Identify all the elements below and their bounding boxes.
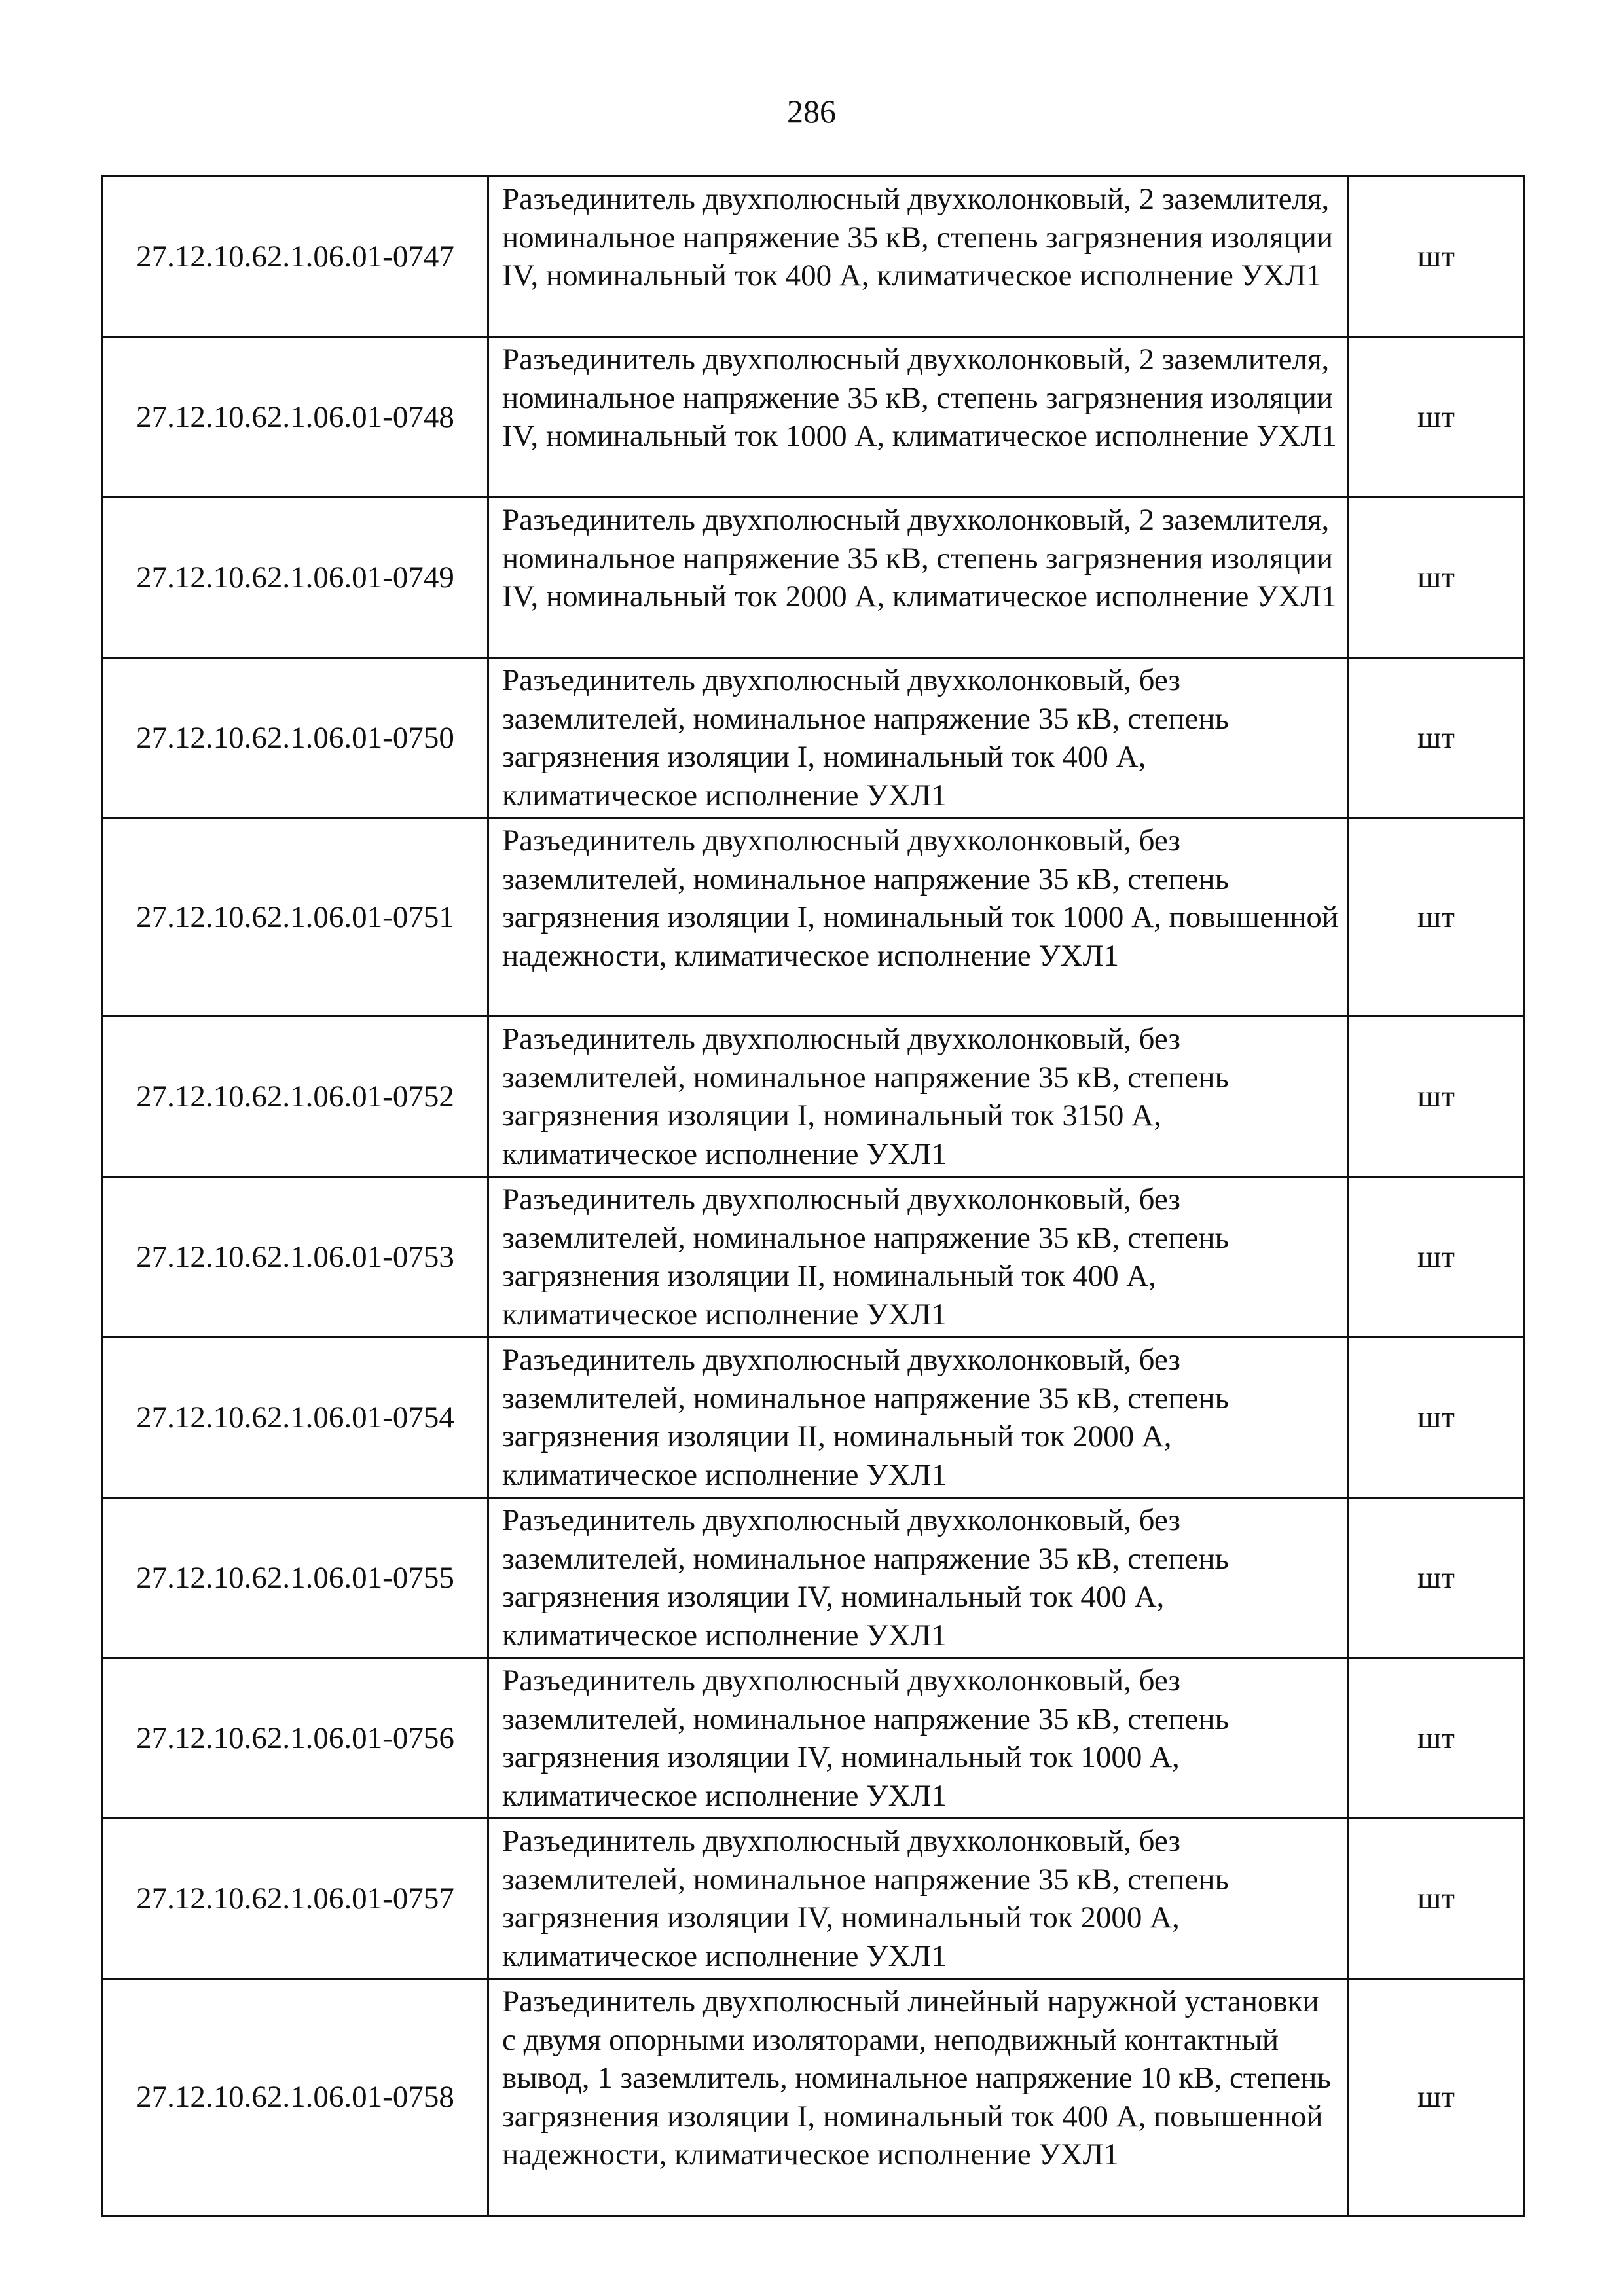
unit-of-measure: шт <box>1348 658 1525 818</box>
resource-code: 27.12.10.62.1.06.01-0748 <box>103 337 488 498</box>
unit-of-measure: шт <box>1348 1979 1525 2216</box>
resource-description: Разъединитель двухполюсный двухколонковый, 2 заземлителя, номинальное напряжение 35 кВ, степень загрязнения изоляции IV, номинальный ток 1000 А, климатическое исполнение УХЛ1 <box>488 337 1348 498</box>
table-row <box>103 337 1525 498</box>
table-row <box>103 1498 1525 1658</box>
resource-code: 27.12.10.62.1.06.01-0751 <box>103 818 488 1017</box>
table-row <box>103 1017 1525 1177</box>
table-row <box>103 177 1525 337</box>
resource-code: 27.12.10.62.1.06.01-0752 <box>103 1017 488 1177</box>
unit-of-measure: шт <box>1348 498 1525 658</box>
resource-code: 27.12.10.62.1.06.01-0747 <box>103 177 488 337</box>
table-row <box>103 1819 1525 1979</box>
table-row <box>103 1979 1525 2216</box>
resource-code: 27.12.10.62.1.06.01-0749 <box>103 498 488 658</box>
table-row <box>103 1177 1525 1338</box>
resource-description: Разъединитель двухполюсный двухколонковый, без заземлителей, номинальное напряжение 35 кВ, степень загрязнения изоляции II, номинальный ток 400 А, климатическое исполнение УХЛ1 <box>488 1177 1348 1338</box>
resource-code: 27.12.10.62.1.06.01-0750 <box>103 658 488 818</box>
unit-of-measure: шт <box>1348 1658 1525 1819</box>
catalog-table <box>101 175 1525 2217</box>
resource-description: Разъединитель двухполюсный двухколонковый, без заземлителей, номинальное напряжение 35 кВ, степень загрязнения изоляции IV, номинальный ток 1000 А, климатическое исполнение УХЛ1 <box>488 1658 1348 1819</box>
unit-of-measure: шт <box>1348 1498 1525 1658</box>
resource-code: 27.12.10.62.1.06.01-0757 <box>103 1819 488 1979</box>
unit-of-measure: шт <box>1348 337 1525 498</box>
table-row <box>103 658 1525 818</box>
resource-code: 27.12.10.62.1.06.01-0754 <box>103 1338 488 1498</box>
unit-of-measure: шт <box>1348 1017 1525 1177</box>
table-row <box>103 818 1525 1017</box>
resource-description: Разъединитель двухполюсный двухколонковый, без заземлителей, номинальное напряжение 35 кВ, степень загрязнения изоляции IV, номинальный ток 2000 А, климатическое исполнение УХЛ1 <box>488 1819 1348 1979</box>
resource-description: Разъединитель двухполюсный двухколонковый, 2 заземлителя, номинальное напряжение 35 кВ, степень загрязнения изоляции IV, номинальный ток 400 А, климатическое исполнение УХЛ1 <box>488 177 1348 337</box>
resource-description: Разъединитель двухполюсный двухколонковый, без заземлителей, номинальное напряжение 35 кВ, степень загрязнения изоляции I, номинальный ток 400 А, климатическое исполнение УХЛ1 <box>488 658 1348 818</box>
unit-of-measure: шт <box>1348 177 1525 337</box>
resource-description: Разъединитель двухполюсный двухколонковый, без заземлителей, номинальное напряжение 35 кВ, степень загрязнения изоляции I, номинальный ток 1000 А, повышенной надежности, климатическое исполнение УХЛ1 <box>488 818 1348 1017</box>
table-row <box>103 498 1525 658</box>
unit-of-measure: шт <box>1348 818 1525 1017</box>
unit-of-measure: шт <box>1348 1177 1525 1338</box>
resource-description: Разъединитель двухполюсный двухколонковый, без заземлителей, номинальное напряжение 35 кВ, степень загрязнения изоляции II, номинальный ток 2000 А, климатическое исполнение УХЛ1 <box>488 1338 1348 1498</box>
table-row <box>103 1658 1525 1819</box>
resource-description: Разъединитель двухполюсный двухколонковый, без заземлителей, номинальное напряжение 35 кВ, степень загрязнения изоляции IV, номинальный ток 400 А, климатическое исполнение УХЛ1 <box>488 1498 1348 1658</box>
catalog-table-body <box>103 177 1525 2216</box>
resource-code: 27.12.10.62.1.06.01-0755 <box>103 1498 488 1658</box>
resource-description: Разъединитель двухполюсный линейный наружной установки с двумя опорными изоляторами, неподвижный контактный вывод, 1 заземлитель, номинальное напряжение 10 кВ, степень загрязнения изоляции I, номинальный ток 400 А, повышенной надежности, климатическое исполнение УХЛ1 <box>488 1979 1348 2216</box>
resource-code: 27.12.10.62.1.06.01-0758 <box>103 1979 488 2216</box>
resource-description: Разъединитель двухполюсный двухколонковый, без заземлителей, номинальное напряжение 35 кВ, степень загрязнения изоляции I, номинальный ток 3150 А, климатическое исполнение УХЛ1 <box>488 1017 1348 1177</box>
table-row <box>103 1338 1525 1498</box>
unit-of-measure: шт <box>1348 1819 1525 1979</box>
page-number: 286 <box>787 93 836 130</box>
resource-code: 27.12.10.62.1.06.01-0756 <box>103 1658 488 1819</box>
resource-code: 27.12.10.62.1.06.01-0753 <box>103 1177 488 1338</box>
unit-of-measure: шт <box>1348 1338 1525 1498</box>
resource-description: Разъединитель двухполюсный двухколонковый, 2 заземлителя, номинальное напряжение 35 кВ, степень загрязнения изоляции IV, номинальный ток 2000 А, климатическое исполнение УХЛ1 <box>488 498 1348 658</box>
